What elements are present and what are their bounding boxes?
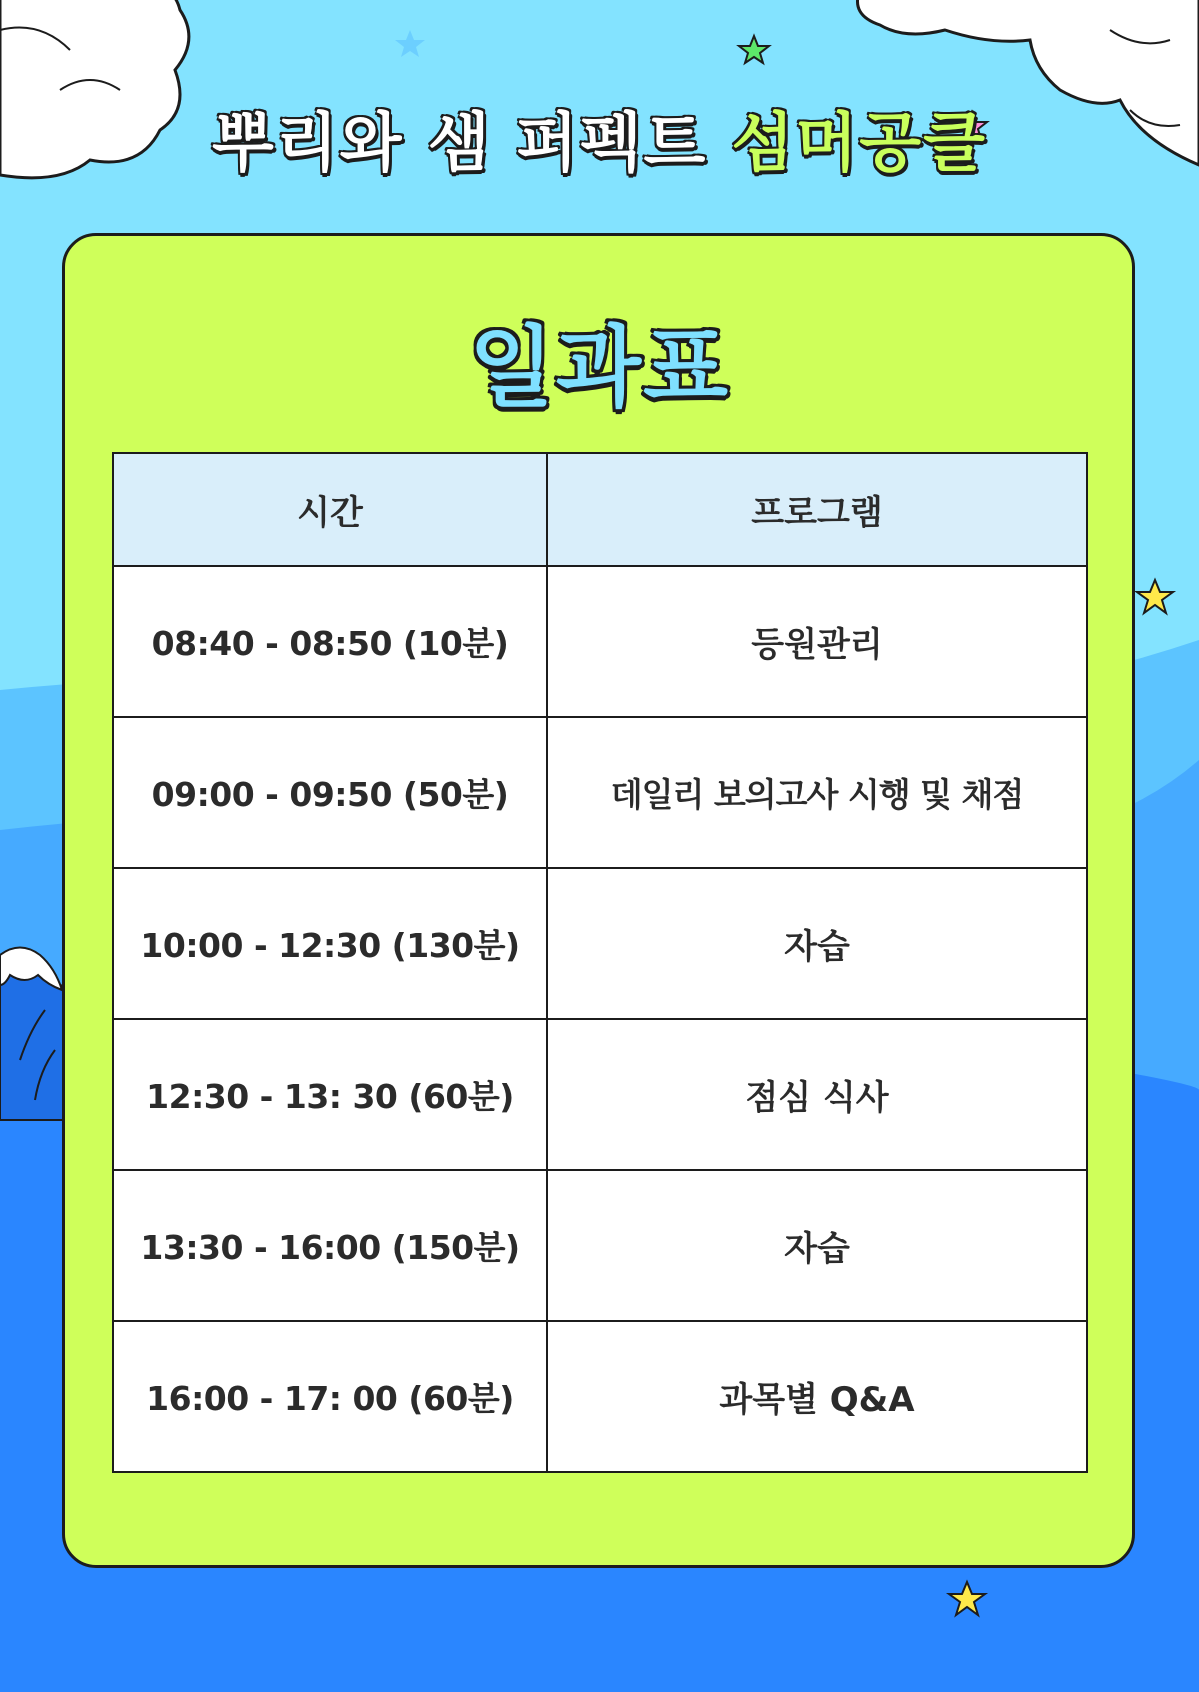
program-cell: 등원관리 xyxy=(547,566,1087,717)
program-cell: 자습 xyxy=(547,1170,1087,1321)
table-header-row xyxy=(113,453,1087,566)
time-cell: 13:30 - 16:00 (150분) xyxy=(113,1170,547,1321)
program-cell: 과목별 Q&A xyxy=(547,1321,1087,1472)
table-row xyxy=(113,566,1087,717)
time-cell: 08:40 - 08:50 (10분) xyxy=(113,566,547,717)
title-highlight: 섬머공클 xyxy=(731,107,987,181)
title-main: 뿌리와 샘 퍼펙트 xyxy=(212,107,708,181)
schedule-table xyxy=(112,452,1088,1473)
header-program: 프로그램 xyxy=(547,453,1087,566)
header-time: 시간 xyxy=(113,453,547,566)
program-cell: 자습 xyxy=(547,868,1087,1019)
poster-title xyxy=(0,92,1199,184)
time-cell: 12:30 - 13: 30 (60분) xyxy=(113,1019,547,1170)
schedule-heading: 일과표 xyxy=(468,316,731,419)
table-row xyxy=(113,868,1087,1019)
table-row xyxy=(113,1170,1087,1321)
table-row xyxy=(113,1321,1087,1472)
time-cell: 16:00 - 17: 00 (60분) xyxy=(113,1321,547,1472)
time-cell: 10:00 - 12:30 (130분) xyxy=(113,868,547,1019)
table-row xyxy=(113,717,1087,868)
program-cell: 점심 식사 xyxy=(547,1019,1087,1170)
table-row xyxy=(113,1019,1087,1170)
program-cell: 데일리 보의고사 시행 및 채점 xyxy=(547,717,1087,868)
time-cell: 09:00 - 09:50 (50분) xyxy=(113,717,547,868)
